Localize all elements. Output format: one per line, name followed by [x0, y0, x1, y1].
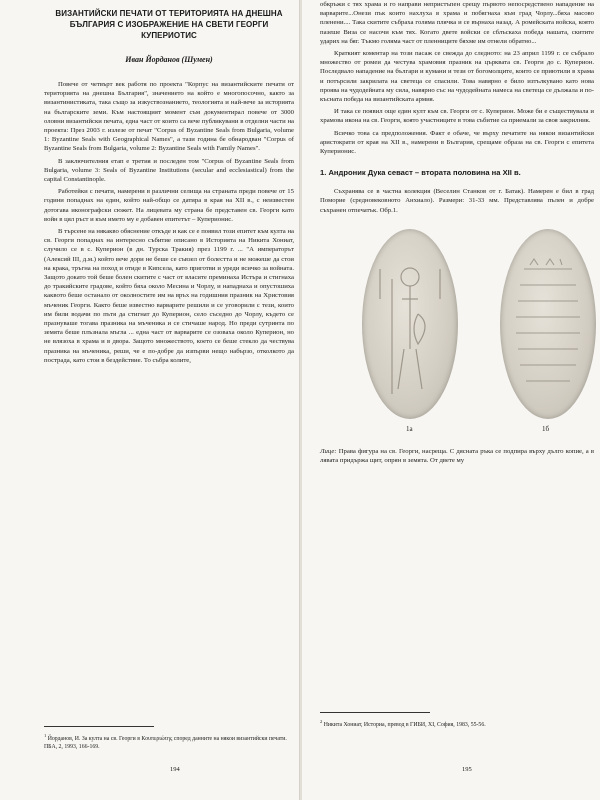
paragraph: обкръжи с тях храма и го направи непристъпен срещу първото непосредствено нападение на варварите...Онези пък които нахлуха в храма и побягнаха към град Чорлу...бяха масово пленени.... Така скитите събраха голяма плячка и се върнаха назад. А ромейската войска, която пазеше Виза се насочи към тях. Когато двете войски се сблъскаха победа нашата, скитите ударих на бяг. Тъкмо голяма част от пленниците бяхме им отнели обратно...: [320, 1, 594, 45]
caption-lead: Лице:: [320, 447, 337, 455]
article-title: [44, 8, 294, 41]
paragraph: Всичко това са предположения. Факт е обаче, че върху печатите на някои византийски аристократи от края на XII в., намерени в България, срещаме образа на св. Георги с епитета Куперионис.: [320, 129, 594, 156]
paragraph: В заключителния етап е третия и последен том "Corpus of Byzantine Seals from Bulgaria, volume 3: Seals of Byzantine Institutions (secular and ecclesiastical) from the capital Constantinople.: [44, 157, 294, 184]
footnote-right: [320, 712, 590, 729]
section-paragraph: Съхранява се в частна колекция (Веселин Станков от г. Батак). Намерен е бил в град Поморие (средновековното Анхиало). Размери: 31-33 мм. Представлява пълен и добре съхранен отпечатък. Обр.1.: [320, 188, 594, 214]
page-number-right: 195: [462, 766, 472, 773]
paragraph: Повече от четвърт век работя по проекта "Корпус на византийските печати от територията на днешна България", значението на който е многопосочно, както за византинистиката, така също за изкуствознанието, теологията и най-вече за историята на българските земи. Към настоящият момент съм документирал повече от 3000 оловни византийски печата, една част от които са вече публикувани в отделни части на проекта: През 2003 г. излезе от печат "Corpus of Byzantine Seals from Bulgaria, volume 1: Byzantine Seals with Geographical Names", а тази година бе обнародван "Corpus of Byzantine Seals from Bulgaria, volume 2: Byzantine Seals with Family Names".: [44, 81, 294, 153]
footnote-number: 2: [320, 719, 323, 724]
title-line-2: БЪЛГАРИЯ С ИЗОБРАЖЕНИЕ НА СВЕТИ ГЕОРГИ КУПЕРИОТИС: [69, 20, 269, 40]
title-line-1: ВИЗАНТИЙСКИ ПЕЧАТИ ОТ ТЕРИТОРИЯТА НА ДНЕШНА: [55, 9, 283, 18]
paragraph: Работейки с печати, намерени в различни селища на страната преди повече от 15 години попаднах на един, който най-общо се датира в края на XII в., с неизвестен дотогава иконографски сюжет. На лицевата му страна бе представен св. Георги като войн в цял ръст и към името му е добавен епитетът – Куперионис.: [44, 188, 294, 223]
paragraph: В търсене на някакво обяснение откъде и как се е появил този епитет към култа на св. Георги попаднах на интересно събитие описано в Историята на Никита Хониат, случило се в с. Куперион (в дн. Турска Тракия) през 1199 г. ... "А императорът (Алексий III, д.м.) който вече дори не беше се съвзел от болестта и не можеше да стои на крака, тръгна на поход и отиде в Кипсела, като приготви и уреди всичко за войната. Защото докато той беше болен скитите с част от власите преминаха Истъра и стигнаха до тракийските градове, който бяха около Месина и Чорлу, и нападнаха и опустошиха каквото беше останало от околностите им на връх на годишния празник на Христовия мъченик Георги. Както беше известно варварите решили и се уговорили с тези, които им били водачи по пътя да стигнат до Куперион, село съседно до Чорлу, където се празнуваше тогава празника на мъченика и се стичаше народ. Но преди сутринта по земята беше плъзнала мъгла ... една част от варварите се озоваха около Куперион, но не влязоха в храма и в двора. Защото множеството, което се беше стекло да чествува празника на мъченика, реши, че е по-добре да изпърви нещо набързо, отколкото да пострада, като стои в бездействие. То събра колите,: [44, 228, 294, 364]
paragraph: И така се появил още един култ към св. Георги от с. Куперион. Може би е съществувала и храмова икона на св. Георги, която участниците в това събитие са приемали за своя закрилник.: [320, 108, 594, 125]
right-page: [302, 0, 600, 800]
footnote-rule: [320, 712, 430, 713]
footnote-rule: [44, 726, 154, 727]
seal-figure: [320, 229, 594, 439]
figure-label-1a: 1а: [406, 424, 413, 433]
footnote-number: 1: [44, 733, 47, 738]
footnote-text: Йорданов, И. За култа на св. Георги в Кoυπεριώτης според данните на някои византийски печати. ПБА, 2, 1993, 166-169.: [44, 735, 287, 750]
footnote-text: Никита Хониат, Историа, превод в ГИБИ, XI, София, 1983, 55-56.: [323, 721, 486, 728]
section-title: 1. Андроник Дука севаст – втората половина на XII в.: [320, 168, 521, 178]
page-number-left: 194: [170, 766, 180, 773]
footnote-left: [44, 726, 294, 751]
paragraph: Краткият коментар на този пасаж се свежда до следното: на 23 април 1199 г. се събрало множество от ромеи да честува храмовия празник на църквата св. Георги до с. Куперион. Последвало нападение на българи и кумани и тези от богомолците, които се приютили в храма и потърсили закрилата на светеца се спасили. Това навярно е било изтълкувано като нова проява на чудодейната му сила, навярно със на чудодейната намеса на светеца се дължала и по-късната победа на византийската армия.: [320, 50, 594, 104]
caption-text: Права фигура на св. Георги, насреща. С дясната ръка се подпира върху дълго копие, а в лявата придържа щит, опрян в земята. От двете му: [320, 447, 594, 465]
figure-label-1b: 1б: [542, 424, 550, 433]
figure-caption: [320, 447, 594, 465]
seal-reverse-image: [500, 229, 596, 419]
seal-obverse-image: [362, 229, 458, 419]
article-author: Иван Йорданов (Шумен): [125, 55, 213, 64]
